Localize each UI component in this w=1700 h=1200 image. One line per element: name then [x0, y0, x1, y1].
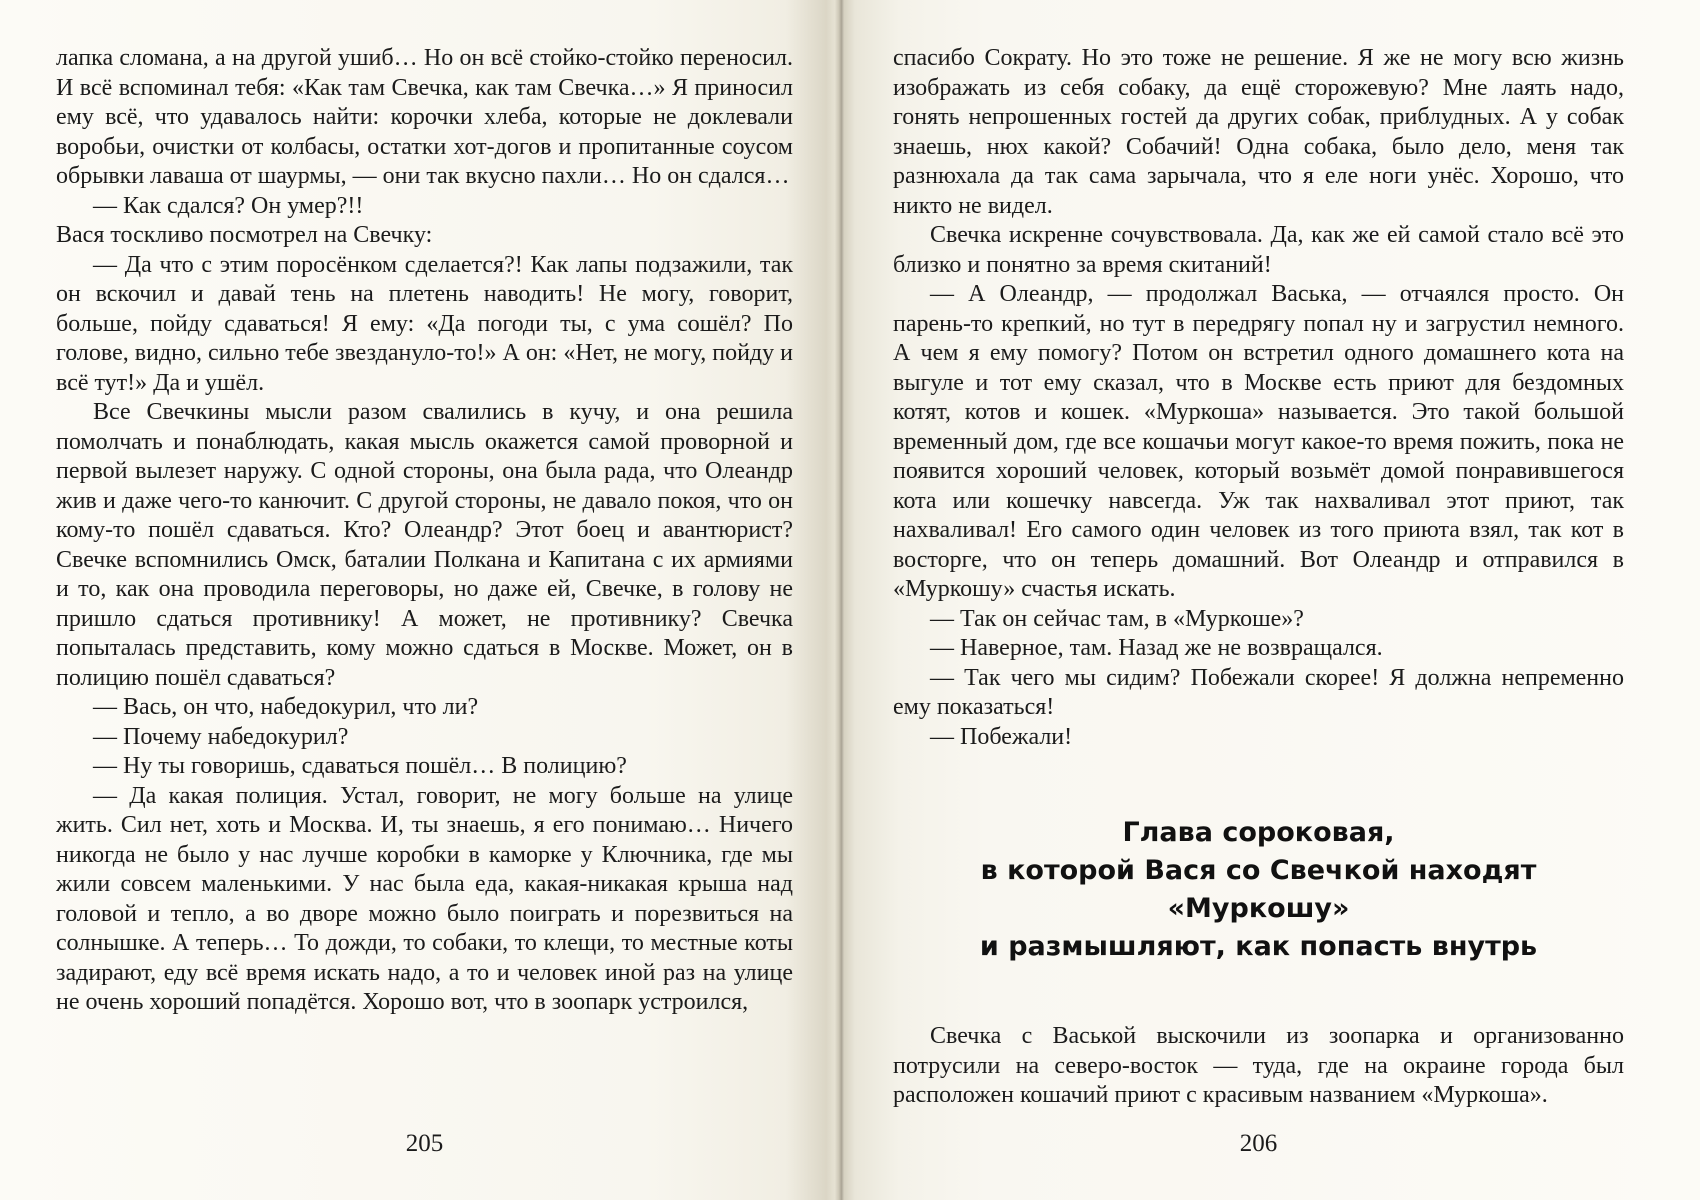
dialogue-paragraph: — Побежали! — [930, 723, 1073, 750]
chapter-heading-line: и размышляют, как попасть внутрь — [979, 931, 1538, 962]
right-page — [893, 44, 1624, 1157]
page-number-right: 206 — [1239, 1130, 1278, 1157]
dialogue-paragraph: — Так чего мы сидим? Побежали скорее! Я должна непременно ему показаться! — [893, 664, 1624, 720]
chapter-heading-line: в которой Вася со Свечкой находят «Муркошу» — [980, 855, 1537, 924]
paragraph: Все Свечкины мысли разом свалились в кучу, и она решила помолчать и понаблюдать, какая мысль окажется самой проворной и первой вылезет наружу. С одной стороны, она была рада, что Олеандр жив и даже чего-то канючит. С другой стороны, не давало покоя, что он кому-то пошёл сдаваться. Кто? Олеандр? Этот боец и авантюрист? Свечке вспомнились Омск, баталии Полкана и Капитана с их армиями и то, как она проводила переговоры, но даже ей, Свечке, в голову не пришло сдаться противнику! А может, не противнику? Свечка попыталась представить, кому можно сдаться в Москве. Может, он в полицию пошёл сдаваться? — [56, 399, 793, 691]
dialogue-paragraph: — Да что с этим поросёнком сделается?! Как лапы подзажили, так он вскочил и давай тень на плетень наводить! Не могу, говорит, больше, пойду сдаваться! Я ему: «Да погоди ты, с ума сошёл? По голове, видно, сильно тебе звездануло-то!» А он: «Нет, не могу, пойду и всё тут!» Да и ушёл. — [56, 251, 793, 396]
dialogue-paragraph: — Ну ты говоришь, сдаваться пошёл… В полицию? — [93, 753, 627, 779]
dialogue-paragraph: — Наверное, там. Назад же не возвращался. — [930, 635, 1383, 661]
paragraph: Вася тоскливо посмотрел на Свечку: — [56, 222, 433, 248]
dialogue-paragraph: — Почему набедокурил? — [93, 723, 349, 750]
chapter-heading — [893, 814, 1624, 966]
dialogue-paragraph: — Вась, он что, набедокурил, что ли? — [93, 694, 479, 720]
paragraph: лапка сломана, а на другой ушиб… Но он всё стойко-стойко переносил. И всё вспоминал тебя: «Как там Свечка, как там Свечка…» Я приносил ему всё, что удавалось найти: корочки хлеба, которые не доклевали воробьи, очистки от колбасы, остатки хот-догов и пропитанные соусом обрывки лаваша от шаурмы, — они так вкусно пахли… Но он сдался… — [56, 45, 793, 189]
page-number-left: 205 — [405, 1130, 444, 1157]
chapter-heading-line: Глава сороковая, — [1122, 817, 1395, 848]
dialogue-paragraph: — Как сдался? Он умер?!! — [93, 192, 364, 219]
dialogue-paragraph: — Да какая полиция. Устал, говорит, не могу больше на улице жить. Сил нет, хоть и Москва. И, ты знаешь, я его понимаю… Ничего никогда не было у нас лучше коробки в каморке у Ключника, где мы жили совсем маленькими. У нас была еда, какая-никакая крыша над головой и тепло, а во дворе можно было поиграть и порезвиться на солнышке. А теперь… То дожди, то собаки, то клещи, то местные коты задирают, еду всё время искать надо, а то и человек иной раз на улице не очень хороший попадётся. Хорошо вот, что в зоопарк устроился, — [56, 782, 793, 1015]
paragraph: спасибо Сократу. Но это тоже не решение. Я же не могу всю жизнь изображать из себя собаку, да ещё сторожевую? Мне лаять надо, гонять непрошенных гостей да других собак, приблудных. А у собак знаешь, нюх какой? Собачий! Одна собака, было дело, меня так разнюхала да так сама зарычала, что я еле ноги унёс. Хорошо, что никто не видел. — [893, 45, 1624, 219]
paragraph: Свечка с Васькой выскочили из зоопарка и организованно потрусили на северо-восток — туда, где на окраине города был расположен кошачий приют с красивым названием «Муркоша». — [893, 1023, 1624, 1108]
left-page — [56, 44, 793, 1157]
paragraph: Свечка искренне сочувствовала. Да, как же ей самой стало всё это близко и понятно за время скитаний! — [893, 222, 1624, 278]
dialogue-paragraph: — А Олеандр, — продолжал Васька, — отчаялся просто. Он парень-то крепкий, но тут в передрягу попал ну и загрустил немного. А чем я ему помогу? Потом он встретил одного домашнего кота на выгуле и тот ему сказал, что в Москве есть приют для бездомных котят, котов и кошек. «Муркоша» называется. Это такой большой временный дом, где все кошачьи могут какое-то время пожить, пока не появится хороший человек, который возьмёт домой понравившегося кота или кошечку навсегда. Уж так нахваливал этот приют, так нахваливал! Его самого один человек из того приюта взял, так кот в восторге, что он теперь домашний. Вот Олеандр и отправился в «Муркошу» счастья искать. — [893, 281, 1624, 602]
dialogue-paragraph: — Так он сейчас там, в «Муркоше»? — [930, 605, 1304, 632]
